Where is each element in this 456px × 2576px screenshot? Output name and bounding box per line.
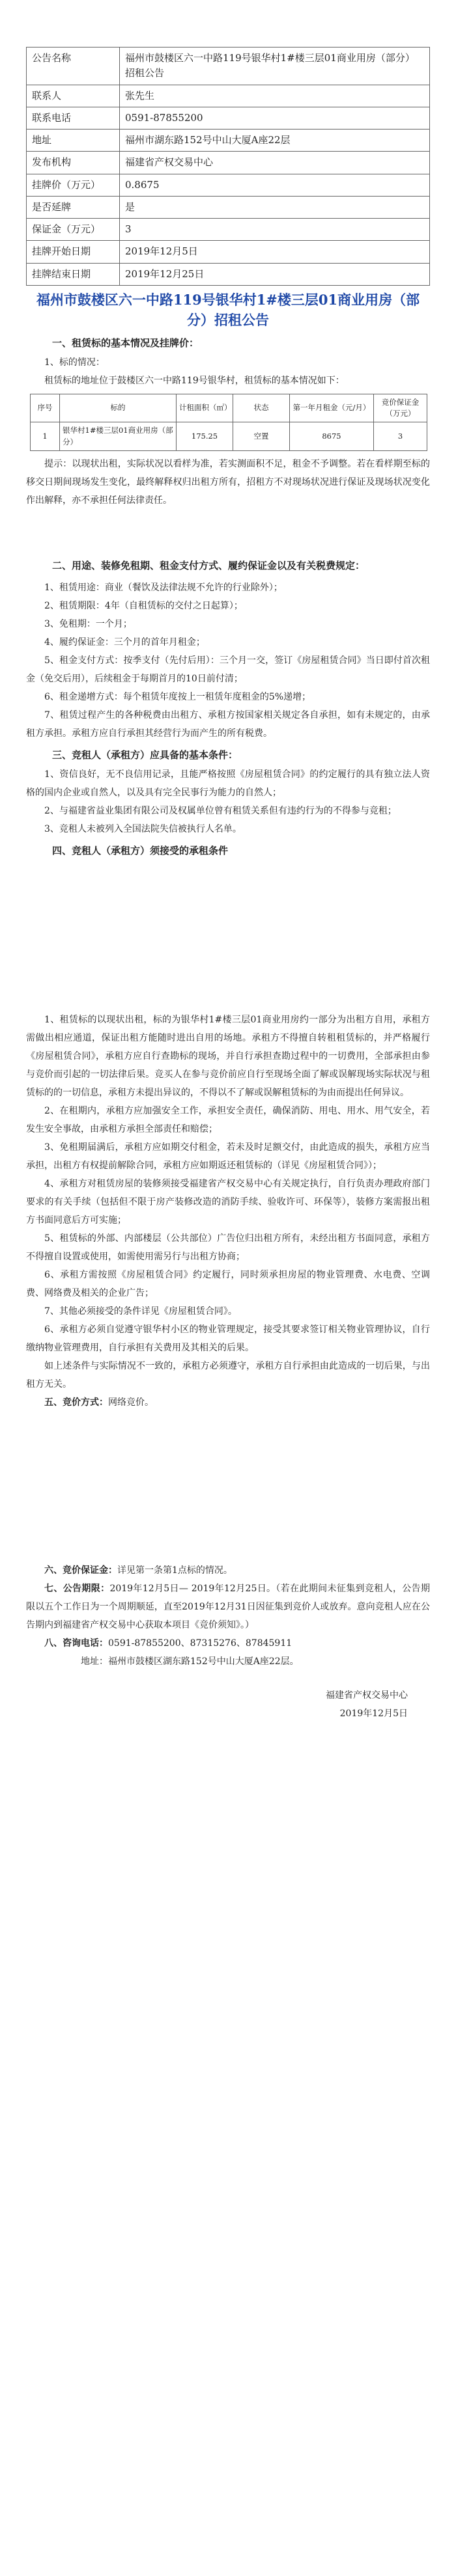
lot-table xyxy=(30,394,427,451)
info-row xyxy=(27,85,430,107)
section-2-heading: 二、用途、装修免租期、租金支付方式、履约保证金以及有关税费规定： xyxy=(52,559,365,571)
list-item: 2、租赁期限：4年（自租赁标的交付之日起算）； xyxy=(44,601,243,612)
info-row xyxy=(27,107,430,129)
list-item: 1、资信良好，无不良信用记录，且能严格按照《房屋租赁合同》的约定履行的具有独立法人资格的国内企业或自然人，以及具有完全民事行为能力的自然人； xyxy=(26,769,430,799)
lot-table-row xyxy=(31,422,427,451)
info-row xyxy=(27,219,430,241)
section-8-text: 0591-87855200、87315276、87845911 xyxy=(108,1638,292,1649)
info-label: 联系电话 xyxy=(27,107,120,129)
info-value: 福州市湖东路152号中山大厦A座22层 xyxy=(120,130,430,152)
info-label: 保证金（万元） xyxy=(27,219,120,241)
list-item: 1、租赁用途：商业（餐饮及法律法规不允许的行业除外）； xyxy=(44,582,283,594)
info-row xyxy=(27,196,430,218)
lot-th: 标的 xyxy=(60,394,177,422)
section-1-note: 提示：以现状出租，实际状况以看样为准，若实测面积不足，租金不予调整。若在看样期至标的移交日期间现场发生变化，最终解释权归出租方所有，招租方不对现场状况进行保证及现场状况变化作出解释，亦不承担任何法律责任。 xyxy=(26,458,430,506)
section-4-list xyxy=(26,1011,430,1393)
list-item: 6、租金递增方式：每个租赁年度按上一租赁年度租金的5%递增； xyxy=(44,692,311,703)
section-6-text: 详见第一条第1点标的情况。 xyxy=(117,1565,233,1576)
list-item: 1、租赁标的以现状出租，标的为银华村1#楼三层01商业用房约一部分为出租方自用，承租方需做出相应通道，保证出租方能随时进出自用的场地。承租方不得擅自转租租赁标的，并严格履行《房屋租赁合同》，承租方应自行查勘标的现场，并自行承担查勘过程中的一切费用，全部承担由参与竞价而引起的一切法律后果。竞买人在参与竞价前应自行至现场全面了解或误解现场实际状况与租赁标的的一切信息，承租方未提出异议的，不得以不了解或误解租赁标的为由而提出任何异议。 xyxy=(26,1015,430,1099)
info-value: 0.8675 xyxy=(120,174,430,196)
info-value: 2019年12月25日 xyxy=(120,263,430,285)
list-item: 5、租赁标的外部、内部楼层（公共部位）广告位归出租方所有，未经出租方书面同意，承租方不得擅自设置或使用，如需使用需另行与出租方协商； xyxy=(26,1233,430,1263)
info-label: 挂牌开始日期 xyxy=(27,241,120,263)
info-row xyxy=(27,174,430,196)
info-label: 挂牌结束日期 xyxy=(27,263,120,285)
section-5 xyxy=(26,1393,430,1412)
info-value: 0591-87855200 xyxy=(120,107,430,129)
list-item: 4、承租方对租赁房屋的装修须接受福建省产权交易中心有关规定执行，自行负责办理政府部门要求的有关手续（包括但不限于房产装修改造的消防手续、验收许可、环保等），装修方案需报出租方书面同意后方可实施； xyxy=(26,1179,430,1226)
section-3-list xyxy=(26,765,430,838)
info-row xyxy=(27,48,430,85)
list-item: 3、竞租人未被列入全国法院失信被执行人名单。 xyxy=(44,824,242,835)
section-5-text: 网络竞价。 xyxy=(108,1397,154,1408)
lot-td: 8675 xyxy=(290,422,374,451)
lot-th: 序号 xyxy=(31,394,60,422)
info-row xyxy=(27,263,430,285)
lot-td: 银华村1#楼三层01商业用房（部分） xyxy=(60,422,177,451)
section-3-heading: 三、竞租人（承租方）应具备的基本条件： xyxy=(52,749,238,761)
info-table xyxy=(26,47,430,286)
list-item: 3、免租期：一个月； xyxy=(44,619,132,630)
document xyxy=(26,0,430,1723)
footer-org: 福建省产权交易中心 xyxy=(326,1690,408,1701)
info-value: 张先生 xyxy=(120,85,430,107)
section-1-p2: 租赁标的地址位于鼓楼区六一中路119号银华村，租赁标的基本情况如下： xyxy=(44,375,345,386)
address-label: 地址： xyxy=(81,1656,108,1667)
lot-td: 空置 xyxy=(233,422,290,451)
list-item: 4、履约保证金：三个月的首年月租金； xyxy=(44,637,205,648)
list-item: 7、租赁过程产生的各种税费由出租方、承租方按国家相关规定各自承担，如有未规定的，由承租方承担。承租方应自行承担其经营行为而产生的所有税费。 xyxy=(26,710,430,739)
document-title: 福州市鼓楼区六一中路119号银华村1#楼三层01商业用房（部分）招租公告 xyxy=(36,291,420,329)
lot-table-header xyxy=(31,394,427,422)
section-6 xyxy=(26,1561,430,1580)
list-item: 5、租金支付方式：按季支付（先付后用）：三个月一交，签订《房屋租赁合同》当日即付首次租金（免交后用），后续租金于每期首月的10日前付清； xyxy=(26,655,430,685)
address-text: 福州市鼓楼区湖东路152号中山大厦A座22层。 xyxy=(108,1656,299,1667)
list-item: 如上述条件与实际情况不一致的，承租方必须遵守，承租方自行承担由此造成的一切后果，与出租方无关。 xyxy=(26,1361,430,1390)
info-value: 2019年12月5日 xyxy=(120,241,430,263)
list-item: 2、在租期内，承租方应加强安全工作，承担安全责任，确保消防、用电、用水、用气安全，若发生安全事故，由承租方承担全部责任和赔偿； xyxy=(26,1106,430,1135)
info-value: 3 xyxy=(120,219,430,241)
section-5-heading: 五、竞价方式： xyxy=(44,1397,108,1408)
lot-td: 175.25 xyxy=(177,422,233,451)
info-row xyxy=(27,130,430,152)
lot-th: 第一年月租金（元/月） xyxy=(290,394,374,422)
list-item: 6、承租方必须自觉遵守银华村小区的物业管理规定，接受其要求签订相关物业管理协议，自行缴纳物业管理费用，自行承担有关费用及其相关的后果。 xyxy=(26,1324,430,1354)
list-item: 2、与福建省益业集团有限公司及权属单位曾有租赁关系但有违约行为的不得参与竞租； xyxy=(44,806,397,817)
info-value: 是 xyxy=(120,196,430,218)
section-7-text: 2019年12月5日— 2019年12月25日。（若在此期间未征集到竞租人，公告期限以五个工作日为一个周期顺延，直至2019年12月31日因征集到竞价人或放弃。意向竞租人应在公告期内到福建省产权交易中心获取本项目《竞价须知》。） xyxy=(26,1583,431,1631)
lot-th: 计租面积（㎡） xyxy=(177,394,233,422)
list-item: 6、承租方需按照《房屋租赁合同》约定履行，同时须承担房屋的物业管理费、水电费、空调费、网络费及相关的企业广告； xyxy=(26,1270,430,1299)
info-label: 地址 xyxy=(27,130,120,152)
section-6-heading: 六、竞价保证金： xyxy=(44,1565,117,1576)
info-label: 联系人 xyxy=(27,85,120,107)
section-7 xyxy=(26,1580,430,1634)
section-1-p1: 1、标的情况： xyxy=(44,357,105,368)
info-row xyxy=(27,241,430,263)
info-row xyxy=(27,152,430,174)
lot-td: 3 xyxy=(374,422,427,451)
section-7-heading: 七、公告期限： xyxy=(44,1583,110,1595)
lot-th: 状态 xyxy=(233,394,290,422)
lot-th: 竞价保证金（万元） xyxy=(374,394,427,422)
footer-date: 2019年12月5日 xyxy=(339,1708,408,1720)
section-2-list xyxy=(26,579,430,743)
info-label: 是否延牌 xyxy=(27,196,120,218)
info-value: 福建省产权交易中心 xyxy=(120,152,430,174)
info-label: 发布机构 xyxy=(27,152,120,174)
section-8-heading: 八、咨询电话： xyxy=(44,1638,108,1649)
info-label: 挂牌价（万元） xyxy=(27,174,120,196)
info-value: 福州市鼓楼区六一中路119号银华村1#楼三层01商业用房（部分）招租公告 xyxy=(120,48,430,85)
list-item: 7、其他必须接受的条件详见《房屋租赁合同》。 xyxy=(44,1306,237,1317)
section-8 xyxy=(26,1634,430,1652)
lot-td: 1 xyxy=(31,422,60,451)
section-4-heading: 四、竞租人（承租方）须接受的承租条件 xyxy=(52,845,229,857)
section-1-heading: 一、租赁标的基本情况及挂牌价： xyxy=(52,336,199,349)
section-8-address xyxy=(26,1652,430,1671)
info-label: 公告名称 xyxy=(27,48,120,85)
list-item: 3、免租期届满后，承租方应如期交付租金，若未及时足额交付，由此造成的损失，承租方应当承担，出租方有权提前解除合同，承租方应如期返还租赁标的（详见《房屋租赁合同》）； xyxy=(26,1142,430,1172)
